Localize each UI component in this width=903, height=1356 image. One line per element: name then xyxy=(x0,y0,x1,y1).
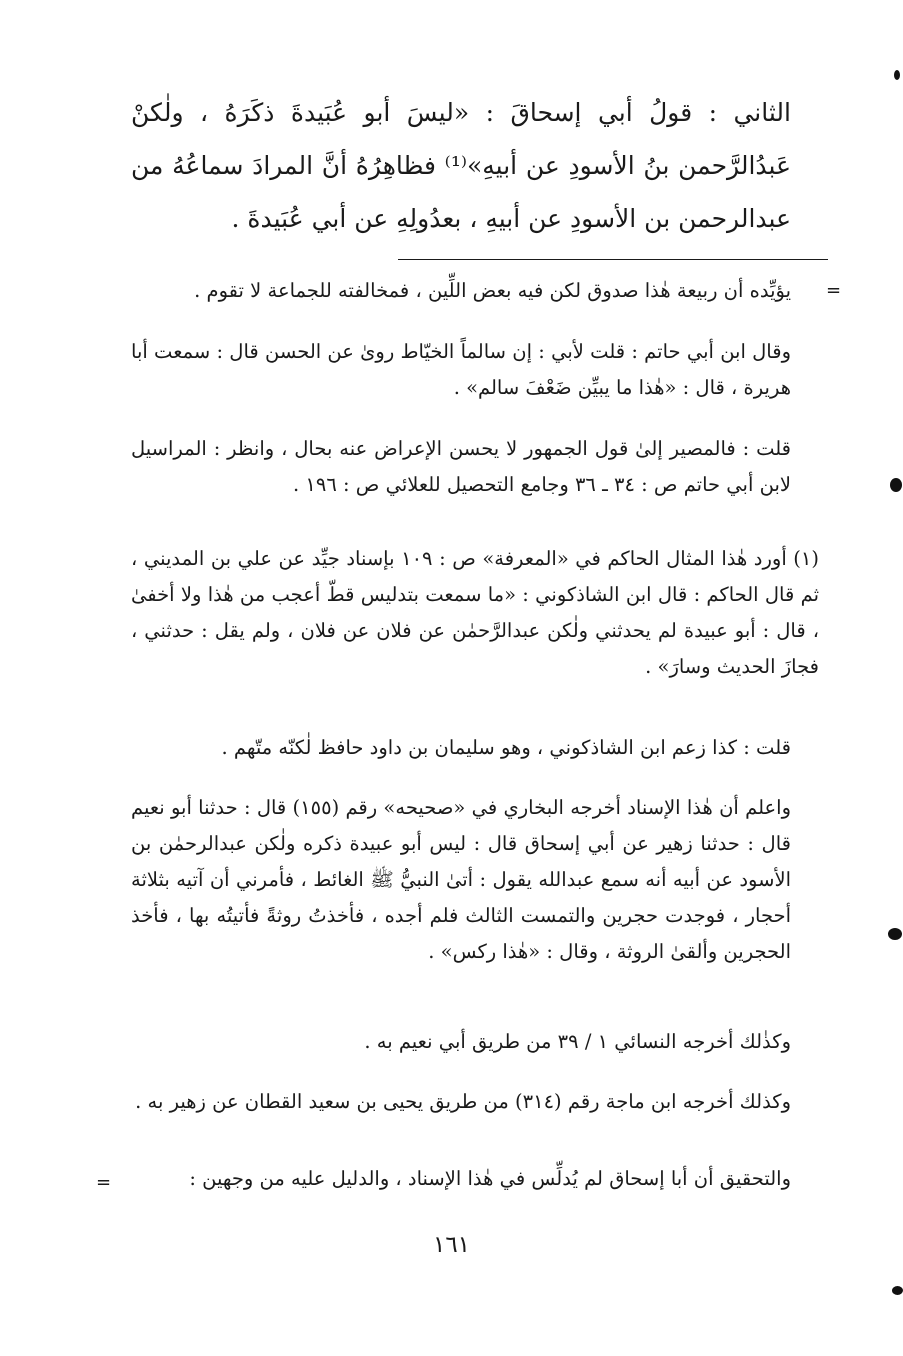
footnote-paragraph: قلت : فالمصير إلىٰ قول الجمهور لا يحسن الإعراض عنه بحال ، وانظر : المراسيل لابن أبي حاتم ص : ٣٤ ـ ٣٦ وجامع التحصيل للعلائي ص : ١٩٦ . xyxy=(131,437,791,496)
footnote-paragraph: وكذلك أخرجه ابن ماجة رقم (٣١٤) من طريق يحيى بن سعيد القطان عن زهير به . xyxy=(135,1090,791,1113)
scan-mark xyxy=(890,478,902,492)
continuation-mark: = xyxy=(826,280,842,301)
continuation-mark-end: = xyxy=(96,1172,112,1193)
footnote-paragraph: والتحقيق أن أبا إسحاق لم يُدلِّس في هٰذا الإسناد ، والدليل عليه من وجهين : xyxy=(189,1167,791,1190)
footnote-1: (١) أورد هٰذا المثال الحاكم في «المعرفة» ص : ١٠٩ بإسناد جيِّد عن علي بن المديني ، ثم قال الحاكم : قال ابن الشاذكوني : «ما سمعت بتدليس قطّ أعجب من هٰذا ولا أخفىٰ ، قال : أبو عبيدة لم يحدثني ولٰكن عبدالرَّحمٰن عن فلان عن فلان ، ولم يقل : حدثني ، فجازَ الحديث وسارَ» . xyxy=(131,547,819,678)
footnote-paragraph: وكذٰلك أخرجه النسائي ١ / ٣٩ من طريق أبي نعيم به . xyxy=(364,1030,791,1053)
scan-mark xyxy=(894,70,900,80)
footnote-separator xyxy=(398,259,828,260)
footnote-continued: يؤيِّده أن ربيعة هٰذا صدوق لكن فيه بعض اللِّين ، فمخالفته للجماعة لا تقوم . xyxy=(194,279,791,302)
footnote-paragraph: واعلم أن هٰذا الإسناد أخرجه البخاري في «صحيحه» رقم (١٥٥) قال : حدثنا أبو نعيم قال : حدثنا زهير عن أبي إسحاق قال : ليس أبو عبيدة ذكره ولٰكن عبدالرحمٰن بن الأسود عن أبيه أنه سمع عبدالله يقول : أتىٰ النبيُّ ﷺ الغائط ، فأمرني أن آتيه بثلاثة أحجار ، فوجدت حجرين والتمست الثالث فلم أجده ، فأخذتُ روثةً فأتيتُه بها ، فأخذ الحجرين وألقىٰ الروثة ، وقال : «هٰذا ركس» . xyxy=(131,796,791,963)
scan-mark xyxy=(888,928,902,940)
footnote-paragraph: وقال ابن أبي حاتم : قلت لأبي : إن سالماً الخيّاط روىٰ عن الحسن قال : سمعت أبا هريرة ، قال : «هٰذا ما يبيِّن ضَعْفَ سالم» . xyxy=(131,340,791,399)
page-number: ١٦١ xyxy=(432,1232,471,1258)
scan-mark xyxy=(892,1286,903,1295)
main-text: الثاني : قولُ أبي إسحاقَ : «ليسَ أبو عُبَيدةَ ذكَرَهُ ، ولٰكنْ عَبدُالرَّحمن بنُ الأسودِ عن أبيهِ»⁽¹⁾ فظاهِرُهُ أنَّ المرادَ سماعُهُ من عبدالرحمن بن الأسودِ عن أبيهِ ، بعدُولِهِ عن أبي عُبَيدةَ . xyxy=(131,98,791,233)
footnote-paragraph: قلت : كذا زعم ابن الشاذكوني ، وهو سليمان بن داود حافظ لٰكنّه متّهم . xyxy=(221,736,791,759)
